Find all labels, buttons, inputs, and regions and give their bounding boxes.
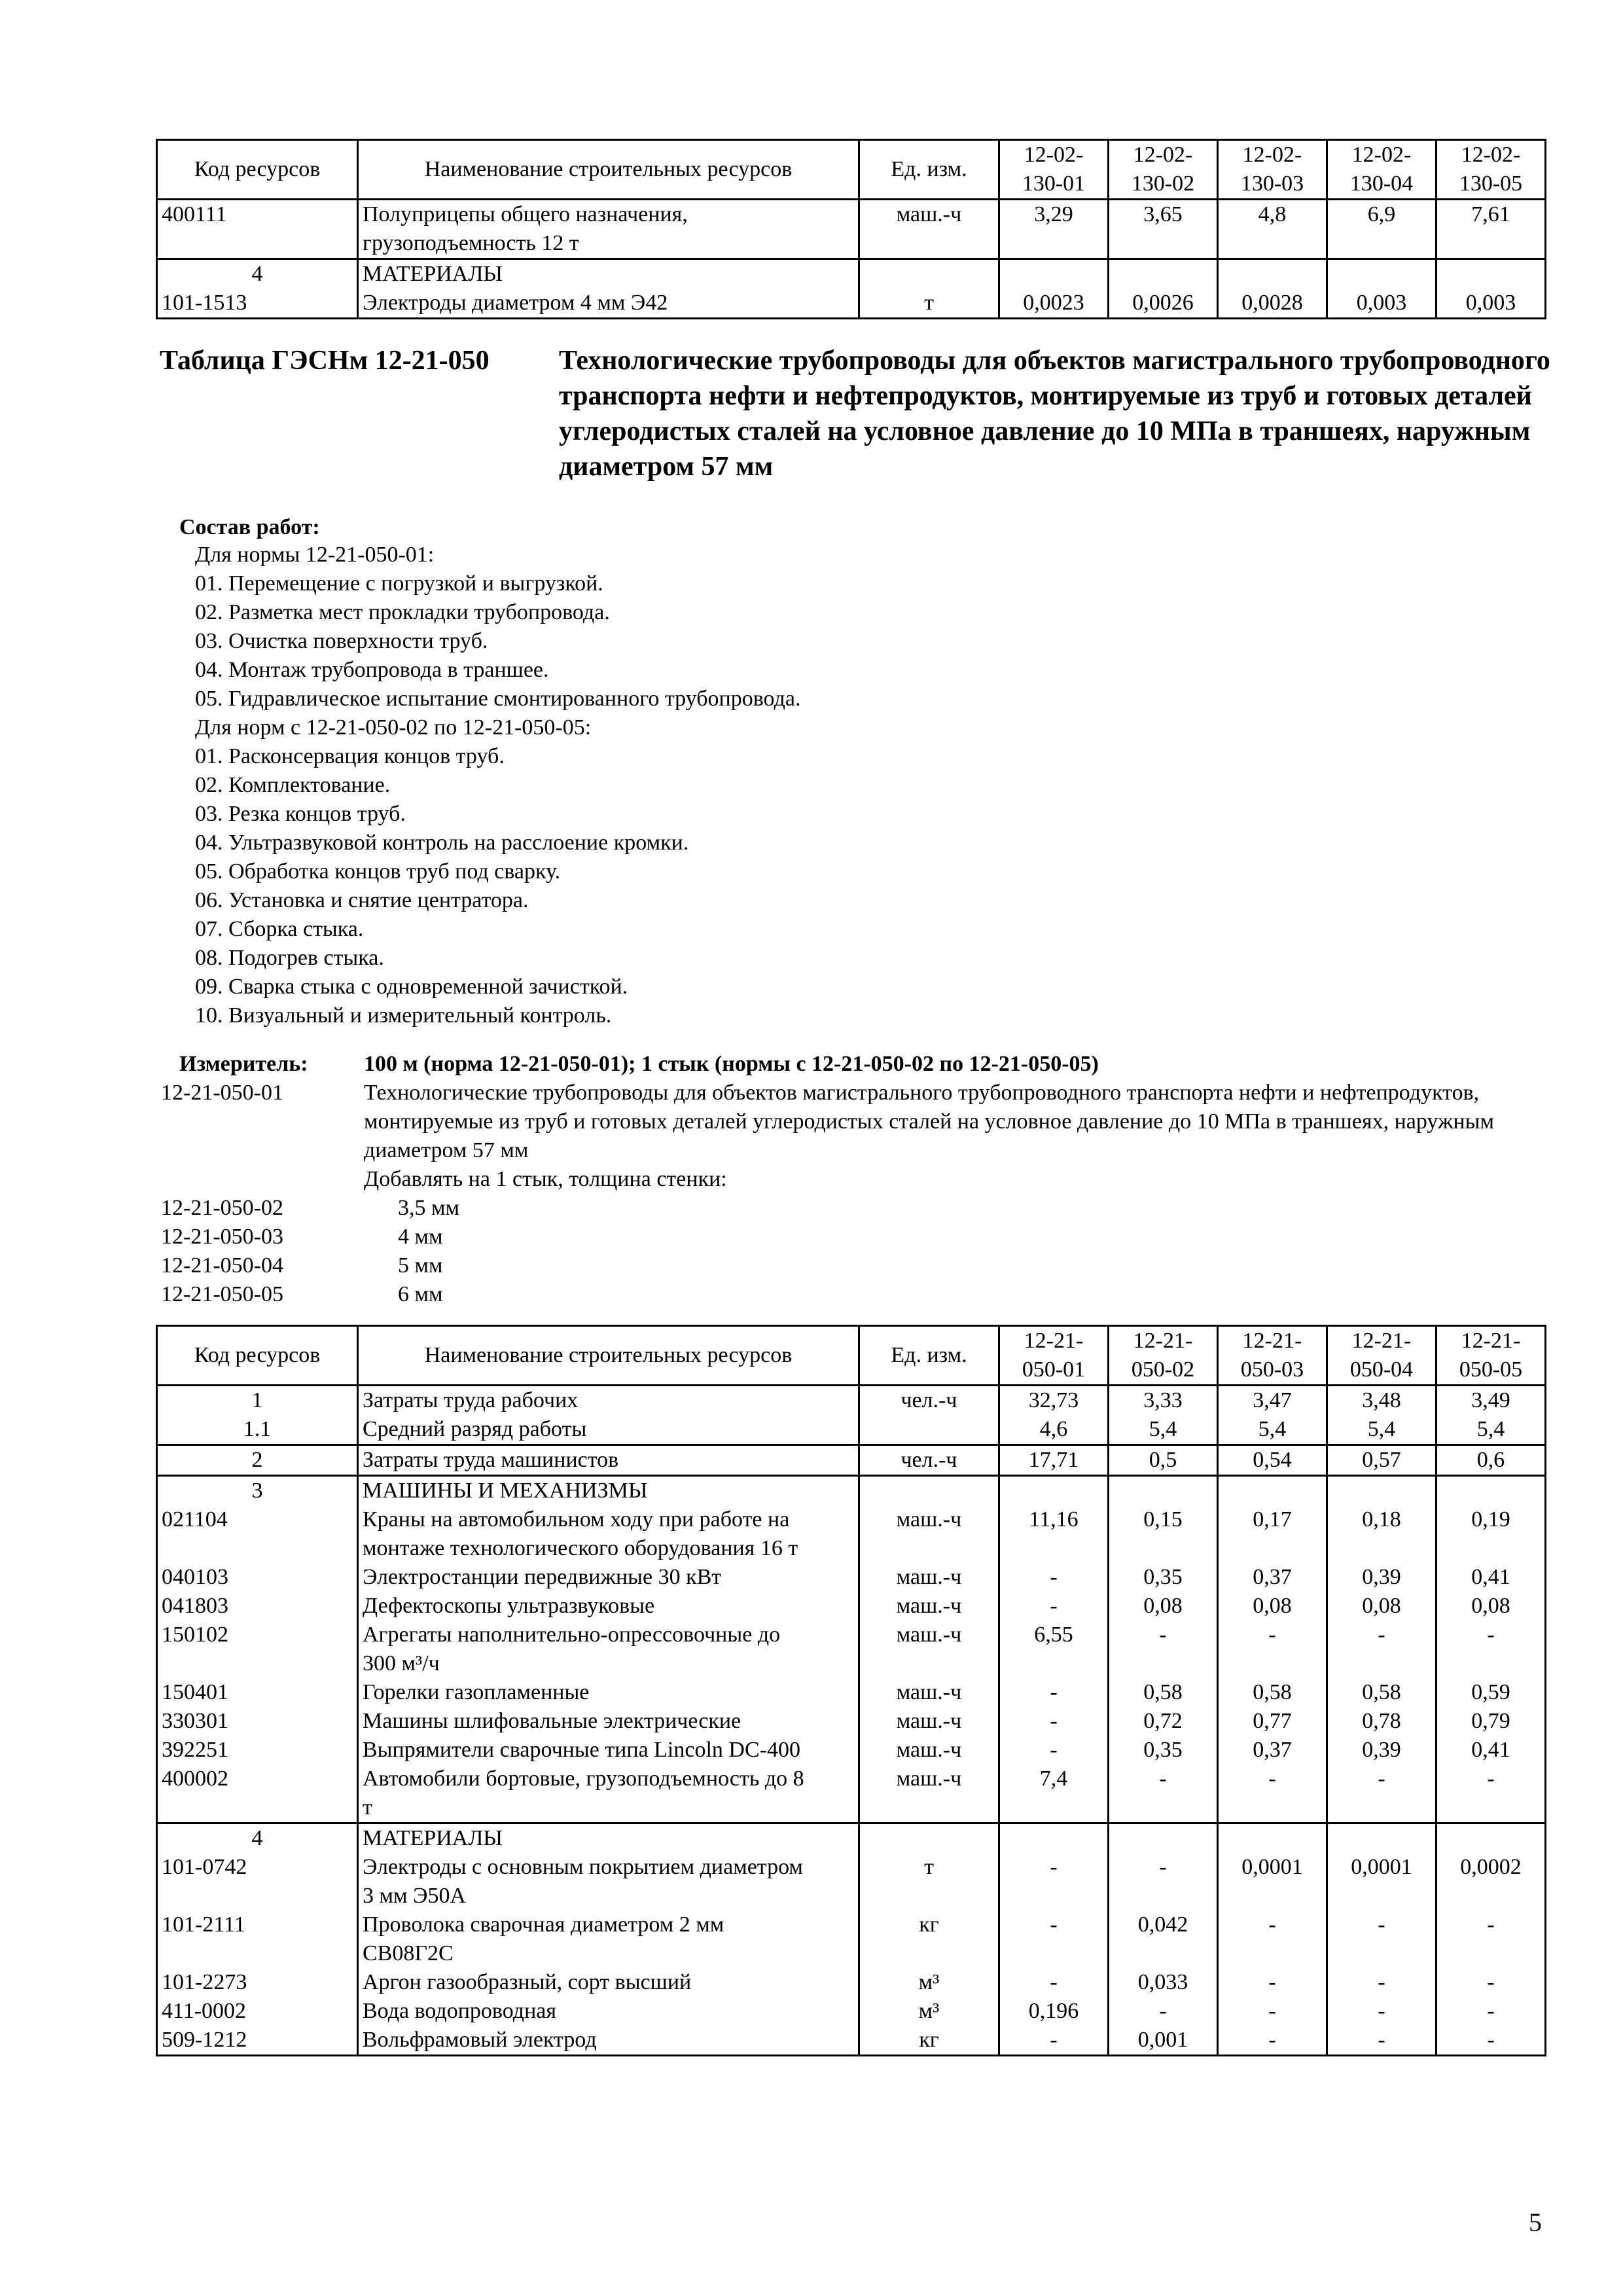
- norm-item: [161, 1280, 459, 1309]
- table-row: [157, 289, 1546, 319]
- resource-name: Полуприцепы общего назначения, грузоподъемность 12 т: [358, 200, 859, 259]
- table-row: [157, 1415, 1546, 1445]
- work-item: 02. Комплектование.: [195, 773, 391, 797]
- value-cell: 0,39: [1327, 1736, 1436, 1765]
- unit: м³: [859, 1997, 999, 2026]
- value-cell: 0,08: [1327, 1592, 1436, 1621]
- resource-name: Агрегаты наполнительно-опрессовочные до 300 м³/ч: [358, 1621, 859, 1678]
- table-row: [157, 1592, 1546, 1621]
- measure-value: 100 м (норма 12-21-050-01); 1 стык (нормы с 12-21-050-02 по 12-21-050-05): [364, 1052, 1099, 1076]
- value-cell: 6,9: [1327, 200, 1436, 259]
- work-item: 01. Перемещение с погрузкой и выгрузкой.: [195, 571, 603, 596]
- unit: кг: [859, 2026, 999, 2056]
- resource-code: 400111: [157, 200, 358, 259]
- value-cell: -: [1109, 1621, 1218, 1678]
- value-cell: 0,41: [1436, 1736, 1546, 1765]
- value-cell: 5,4: [1109, 1415, 1218, 1445]
- column-header: 12-02- 130-03: [1218, 140, 1327, 200]
- value-cell: 0,08: [1218, 1592, 1327, 1621]
- unit: т: [859, 1853, 999, 1910]
- value-cell: [1218, 1823, 1327, 1854]
- value-cell: -: [1436, 1997, 1546, 2026]
- table-row: [157, 1707, 1546, 1736]
- value-cell: 32,73: [999, 1386, 1109, 1416]
- work-item: 06. Установка и снятие центратора.: [195, 888, 529, 912]
- table-label: Таблица ГЭСНм 12-21-050: [160, 346, 490, 376]
- value-cell: [999, 1823, 1109, 1854]
- value-cell: 0,72: [1109, 1707, 1218, 1736]
- value-cell: 0,17: [1218, 1505, 1327, 1563]
- unit: чел.-ч: [859, 1386, 999, 1416]
- work-list: [195, 541, 800, 1030]
- resource-code: 330301: [157, 1707, 358, 1736]
- value-cell: 0,41: [1436, 1563, 1546, 1592]
- add-text: Добавлять на 1 стык, толщина стенки:: [364, 1167, 727, 1191]
- unit: [859, 1476, 999, 1506]
- work-item: 02. Разметка мест прокладки трубопровода.: [195, 600, 610, 624]
- value-cell: 7,4: [999, 1765, 1109, 1823]
- section-row: [157, 259, 1546, 289]
- value-cell: 0,042: [1109, 1910, 1218, 1968]
- resource-name: Затраты труда машинистов: [358, 1445, 859, 1476]
- value-cell: 3,65: [1109, 200, 1218, 259]
- norm-item-code: 12-21-050-02: [161, 1196, 283, 1220]
- resource-name: МАШИНЫ И МЕХАНИЗМЫ: [358, 1476, 859, 1506]
- column-header: Наименование строительных ресурсов: [358, 140, 859, 200]
- work-item: 08. Подогрев стыка.: [195, 946, 384, 970]
- norm-item: [161, 1223, 459, 1251]
- unit: [859, 259, 999, 289]
- value-cell: [1327, 259, 1436, 289]
- unit: т: [859, 289, 999, 319]
- value-cell: [1436, 259, 1546, 289]
- value-cell: [1218, 259, 1327, 289]
- unit: чел.-ч: [859, 1445, 999, 1476]
- value-cell: -: [1218, 1910, 1327, 1968]
- value-cell: -: [1218, 1765, 1327, 1823]
- resource-name: МАТЕРИАЛЫ: [358, 259, 859, 289]
- column-header: 12-02- 130-01: [999, 140, 1109, 200]
- column-header: 12-21- 050-05: [1436, 1326, 1546, 1386]
- unit: маш.-ч: [859, 1621, 999, 1678]
- value-cell: 0,19: [1436, 1505, 1546, 1563]
- value-cell: -: [1436, 1968, 1546, 1997]
- value-cell: [1109, 259, 1218, 289]
- column-header: Наименование строительных ресурсов: [358, 1326, 859, 1386]
- value-cell: -: [1327, 1765, 1436, 1823]
- value-cell: 0,0001: [1327, 1853, 1436, 1910]
- value-cell: -: [999, 1678, 1109, 1707]
- value-cell: 0,58: [1218, 1678, 1327, 1707]
- value-cell: [1109, 1823, 1218, 1854]
- value-cell: 3,49: [1436, 1386, 1546, 1416]
- resource-name: Краны на автомобильном ходу при работе на монтаже технологического оборудования 16 т: [358, 1505, 859, 1563]
- norm-item-code: 12-21-050-03: [161, 1225, 283, 1249]
- resource-code: 101-2111: [157, 1910, 358, 1968]
- unit: маш.-ч: [859, 200, 999, 259]
- value-cell: 4,6: [999, 1415, 1109, 1445]
- resource-code: 041803: [157, 1592, 358, 1621]
- unit: м³: [859, 1968, 999, 1997]
- resource-name: МАТЕРИАЛЫ: [358, 1823, 859, 1854]
- table-row: [157, 1765, 1546, 1823]
- value-cell: 0,39: [1327, 1563, 1436, 1592]
- value-cell: 0,79: [1436, 1707, 1546, 1736]
- unit: маш.-ч: [859, 1765, 999, 1823]
- table-row: [157, 1621, 1546, 1678]
- column-header: Ед. изм.: [859, 140, 999, 200]
- resource-name: Автомобили бортовые, грузоподъемность до 8 т: [358, 1765, 859, 1823]
- resource-name: Вольфрамовый электрод: [358, 2026, 859, 2056]
- work-item: 09. Сварка стыка с одновременной зачисткой.: [195, 975, 628, 999]
- table-row: [157, 200, 1546, 259]
- value-cell: [1327, 1476, 1436, 1506]
- table-row: [157, 1505, 1546, 1563]
- page-number: 5: [1529, 2208, 1542, 2237]
- resource-code: 1.1: [157, 1415, 358, 1445]
- table-row: [157, 2026, 1546, 2056]
- value-cell: 0,77: [1218, 1707, 1327, 1736]
- value-cell: -: [999, 1968, 1109, 1997]
- norm-item-text: 4 мм: [398, 1225, 443, 1249]
- value-cell: 5,4: [1218, 1415, 1327, 1445]
- resource-code: 021104: [157, 1505, 358, 1563]
- value-cell: 0,08: [1109, 1592, 1218, 1621]
- value-cell: -: [999, 1707, 1109, 1736]
- section-row: [157, 1476, 1546, 1506]
- unit: маш.-ч: [859, 1563, 999, 1592]
- norm-description: Технологические трубопроводы для объектов магистрального трубопроводного транспорта нефти и нефтепродуктов, монтируемые из труб и готовых деталей углеродистых сталей на условное давление до 10 МПа в траншеях, наружным диаметром 57 мм: [364, 1081, 1495, 1162]
- value-cell: 0,54: [1218, 1445, 1327, 1476]
- value-cell: 0,0026: [1109, 289, 1218, 319]
- value-cell: -: [1327, 1621, 1436, 1678]
- value-cell: -: [1436, 1910, 1546, 1968]
- value-cell: -: [1436, 1621, 1546, 1678]
- value-cell: 3,47: [1218, 1386, 1327, 1416]
- section-row: [157, 1823, 1546, 1854]
- unit: маш.-ч: [859, 1736, 999, 1765]
- value-cell: 17,71: [999, 1445, 1109, 1476]
- measure-label: Измеритель:: [179, 1052, 308, 1076]
- column-header: Код ресурсов: [157, 140, 358, 200]
- value-cell: [1327, 1823, 1436, 1854]
- work-item: 05. Обработка концов труб под сварку.: [195, 859, 561, 884]
- column-header: 12-21- 050-04: [1327, 1326, 1436, 1386]
- value-cell: -: [1218, 1968, 1327, 1997]
- table-row: [157, 1853, 1546, 1910]
- column-header: 12-02- 130-02: [1109, 140, 1218, 200]
- table-row: [157, 1997, 1546, 2026]
- value-cell: 0,35: [1109, 1736, 1218, 1765]
- value-cell: -: [999, 1563, 1109, 1592]
- value-cell: -: [999, 1853, 1109, 1910]
- value-cell: -: [999, 2026, 1109, 2056]
- table-row: [157, 1678, 1546, 1707]
- value-cell: 4,8: [1218, 200, 1327, 259]
- value-cell: 0,0002: [1436, 1853, 1546, 1910]
- resource-name: Электростанции передвижные 30 кВт: [358, 1563, 859, 1592]
- norm-item-text: 5 мм: [398, 1253, 443, 1278]
- value-cell: 3,48: [1327, 1386, 1436, 1416]
- work-item: 07. Сборка стыка.: [195, 917, 364, 941]
- work-heading: Состав работ:: [179, 515, 320, 539]
- value-cell: [1218, 1476, 1327, 1506]
- value-cell: 0,37: [1218, 1563, 1327, 1592]
- resource-code: 400002: [157, 1765, 358, 1823]
- table-row: [157, 1563, 1546, 1592]
- value-cell: 0,78: [1327, 1707, 1436, 1736]
- value-cell: [1109, 1476, 1218, 1506]
- unit: [859, 1415, 999, 1445]
- value-cell: -: [1218, 1997, 1327, 2026]
- resource-code: 101-0742: [157, 1853, 358, 1910]
- table-row: [157, 1386, 1546, 1416]
- norm-code: 12-21-050-01: [161, 1081, 283, 1105]
- main-resource-table: [156, 1325, 1546, 2056]
- work-item: 03. Резка концов труб.: [195, 802, 406, 826]
- resource-name: Электроды диаметром 4 мм Э42: [358, 289, 859, 319]
- resource-name: Проволока сварочная диаметром 2 мм СВ08Г2С: [358, 1910, 859, 1968]
- resource-code: 4: [157, 259, 358, 289]
- table-title: Технологические трубопроводы для объектов магистрального трубопроводного транспорта нефти и нефтепродуктов, монтируемые из труб и готовых деталей углеродистых сталей на условное давление до 10 МПа в траншеях, наружным диаметром 57 мм: [559, 346, 1550, 482]
- table-row: [157, 1968, 1546, 1997]
- resource-name: Дефектоскопы ультразвуковые: [358, 1592, 859, 1621]
- value-cell: 0,57: [1327, 1445, 1436, 1476]
- resource-code: 2: [157, 1445, 358, 1476]
- unit: кг: [859, 1910, 999, 1968]
- resource-code: 4: [157, 1823, 358, 1854]
- value-cell: -: [1327, 2026, 1436, 2056]
- column-header: 12-02- 130-04: [1327, 140, 1436, 200]
- unit: маш.-ч: [859, 1678, 999, 1707]
- unit: маш.-ч: [859, 1505, 999, 1563]
- value-cell: -: [999, 1736, 1109, 1765]
- value-cell: -: [1327, 1910, 1436, 1968]
- work-item: 04. Ультразвуковой контроль на расслоение кромки.: [195, 831, 689, 855]
- work-item: 01. Расконсервация концов труб.: [195, 744, 505, 768]
- value-cell: 0,0028: [1218, 289, 1327, 319]
- resource-code: 150401: [157, 1678, 358, 1707]
- work-item: 05. Гидравлическое испытание смонтированного трубопровода.: [195, 687, 801, 711]
- value-cell: 0,003: [1436, 289, 1546, 319]
- value-cell: -: [999, 1910, 1109, 1968]
- norm-item-code: 12-21-050-04: [161, 1253, 283, 1278]
- value-cell: [1436, 1476, 1546, 1506]
- value-cell: 0,15: [1109, 1505, 1218, 1563]
- value-cell: -: [1218, 1621, 1327, 1678]
- resource-code: 040103: [157, 1563, 358, 1592]
- column-header: 12-02- 130-05: [1436, 140, 1546, 200]
- value-cell: 0,0023: [999, 289, 1109, 319]
- unit: маш.-ч: [859, 1707, 999, 1736]
- resource-name: Электроды с основным покрытием диаметром 3 мм Э50А: [358, 1853, 859, 1910]
- value-cell: -: [1327, 1968, 1436, 1997]
- value-cell: 0,58: [1109, 1678, 1218, 1707]
- value-cell: 0,196: [999, 1997, 1109, 2026]
- resource-name: Средний разряд работы: [358, 1415, 859, 1445]
- resource-code: 1: [157, 1386, 358, 1416]
- resource-code: 392251: [157, 1736, 358, 1765]
- value-cell: 0,35: [1109, 1563, 1218, 1592]
- value-cell: -: [1218, 2026, 1327, 2056]
- norm-item-text: 6 мм: [398, 1282, 443, 1306]
- value-cell: -: [1109, 1997, 1218, 2026]
- value-cell: 0,08: [1436, 1592, 1546, 1621]
- column-header: Код ресурсов: [157, 1326, 358, 1386]
- value-cell: -: [1436, 1765, 1546, 1823]
- value-cell: -: [1436, 2026, 1546, 2056]
- value-cell: 3,29: [999, 200, 1109, 259]
- resource-name: Горелки газопламенные: [358, 1678, 859, 1707]
- work-item: 03. Очистка поверхности труб.: [195, 629, 488, 653]
- value-cell: 6,55: [999, 1621, 1109, 1678]
- value-cell: 0,5: [1109, 1445, 1218, 1476]
- value-cell: 0,033: [1109, 1968, 1218, 1997]
- value-cell: [999, 259, 1109, 289]
- column-header: 12-21- 050-02: [1109, 1326, 1218, 1386]
- column-header: 12-21- 050-01: [999, 1326, 1109, 1386]
- column-header: 12-21- 050-03: [1218, 1326, 1327, 1386]
- value-cell: 0,59: [1436, 1678, 1546, 1707]
- unit: маш.-ч: [859, 1592, 999, 1621]
- value-cell: -: [1109, 1853, 1218, 1910]
- table-row: [157, 1736, 1546, 1765]
- value-cell: 11,16: [999, 1505, 1109, 1563]
- top-resource-table: [156, 139, 1546, 319]
- value-cell: 3,33: [1109, 1386, 1218, 1416]
- resource-code: 3: [157, 1476, 358, 1506]
- work-item: Для норм с 12-21-050-02 по 12-21-050-05:: [195, 715, 592, 740]
- value-cell: 0,58: [1327, 1678, 1436, 1707]
- value-cell: [1436, 1823, 1546, 1854]
- value-cell: 0,003: [1327, 289, 1436, 319]
- resource-name: Вода водопроводная: [358, 1997, 859, 2026]
- norm-item-text: 3,5 мм: [398, 1196, 460, 1220]
- norm-item: [161, 1194, 459, 1223]
- resource-name: Машины шлифовальные электрические: [358, 1707, 859, 1736]
- norm-item: [161, 1251, 459, 1280]
- norm-item-code: 12-21-050-05: [161, 1282, 283, 1306]
- resource-code: 411-0002: [157, 1997, 358, 2026]
- table-row: [157, 1445, 1546, 1476]
- column-header: Ед. изм.: [859, 1326, 999, 1386]
- resource-code: 101-1513: [157, 289, 358, 319]
- resource-name: Затраты труда рабочих: [358, 1386, 859, 1416]
- value-cell: 0,0001: [1218, 1853, 1327, 1910]
- resource-name: Аргон газообразный, сорт высший: [358, 1968, 859, 1997]
- value-cell: 0,37: [1218, 1736, 1327, 1765]
- work-item: 10. Визуальный и измерительный контроль.: [195, 1003, 612, 1028]
- resource-name: Выпрямители сварочные типа Lincoln DC-400: [358, 1736, 859, 1765]
- norm-items: [161, 1194, 459, 1309]
- value-cell: -: [1109, 1765, 1218, 1823]
- resource-code: 150102: [157, 1621, 358, 1678]
- work-item: Для нормы 12-21-050-01:: [195, 543, 435, 567]
- work-item: 04. Монтаж трубопровода в траншее.: [195, 658, 549, 682]
- value-cell: [999, 1476, 1109, 1506]
- value-cell: 0,18: [1327, 1505, 1436, 1563]
- value-cell: -: [1327, 1997, 1436, 2026]
- value-cell: -: [999, 1592, 1109, 1621]
- value-cell: 0,6: [1436, 1445, 1546, 1476]
- unit: [859, 1823, 999, 1854]
- value-cell: 7,61: [1436, 200, 1546, 259]
- table-row: [157, 1910, 1546, 1968]
- resource-code: 101-2273: [157, 1968, 358, 1997]
- value-cell: 5,4: [1436, 1415, 1546, 1445]
- resource-code: 509-1212: [157, 2026, 358, 2056]
- value-cell: 5,4: [1327, 1415, 1436, 1445]
- value-cell: 0,001: [1109, 2026, 1218, 2056]
